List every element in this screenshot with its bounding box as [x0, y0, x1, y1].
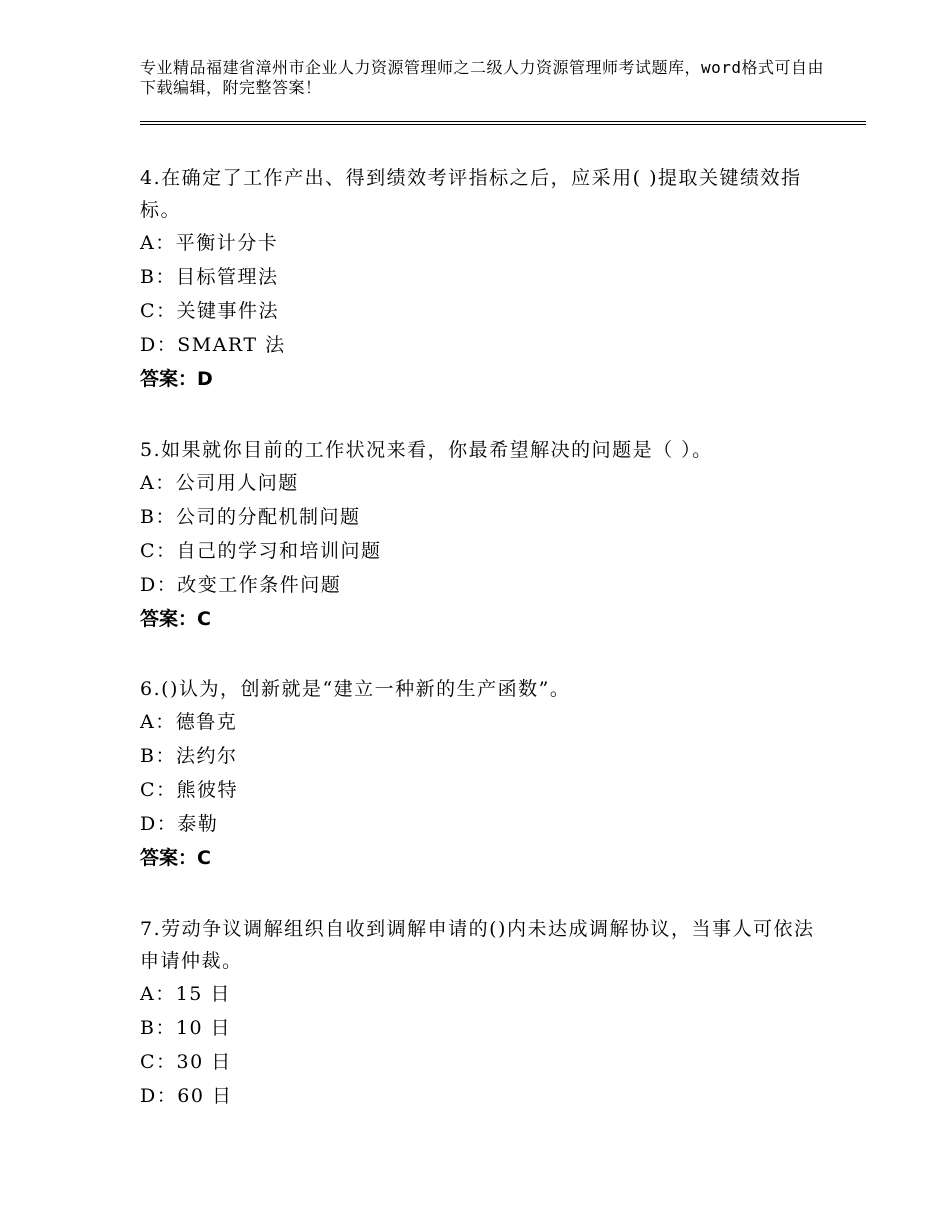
option-d: D：60 日 — [140, 1085, 233, 1107]
option-d: D：泰勒 — [140, 813, 219, 835]
question-stem: 4.在确定了工作产出、得到绩效考评指标之后，应采用( )提取关键绩效指标。 — [140, 167, 802, 221]
option-b: B：10 日 — [140, 1017, 232, 1039]
answer: 答案：C — [140, 847, 211, 869]
question-stem: 6.()认为，创新就是“建立一种新的生产函数”。 — [140, 678, 571, 700]
option-a: A：德鲁克 — [140, 711, 238, 733]
question-6 — [140, 673, 820, 875]
option-b: B：公司的分配机制问题 — [140, 506, 361, 528]
option-a: A：15 日 — [140, 983, 231, 1005]
answer: 答案：D — [140, 368, 213, 390]
document-title: 专业精品福建省漳州市企业人力资源管理师之二级人力资源管理师考试题库，word格式可自由下载编辑，附完整答案！ — [140, 58, 825, 97]
question-4 — [140, 162, 820, 396]
option-b: B：目标管理法 — [140, 266, 279, 288]
option-a: A：平衡计分卡 — [140, 232, 279, 254]
option-c: C：熊彼特 — [140, 779, 239, 801]
answer: 答案：C — [140, 608, 211, 630]
header-divider-top — [140, 121, 866, 122]
header-divider-bottom — [140, 124, 866, 125]
question-7 — [140, 913, 820, 1113]
option-a: A：公司用人问题 — [140, 472, 299, 494]
option-d: D：SMART 法 — [140, 334, 286, 356]
question-stem: 7.劳动争议调解组织自收到调解申请的()内未达成调解协议，当事人可依法申请仲裁。 — [140, 918, 815, 972]
option-c: C：关键事件法 — [140, 300, 280, 322]
question-stem: 5.如果就你目前的工作状况来看，你最希望解决的问题是（ ）。 — [140, 439, 713, 461]
option-d: D：改变工作条件问题 — [140, 574, 342, 596]
option-c: C：自己的学习和培训问题 — [140, 540, 382, 562]
document-header — [140, 58, 840, 98]
question-5 — [140, 434, 820, 636]
option-c: C：30 日 — [140, 1051, 232, 1073]
option-b: B：法约尔 — [140, 745, 238, 767]
